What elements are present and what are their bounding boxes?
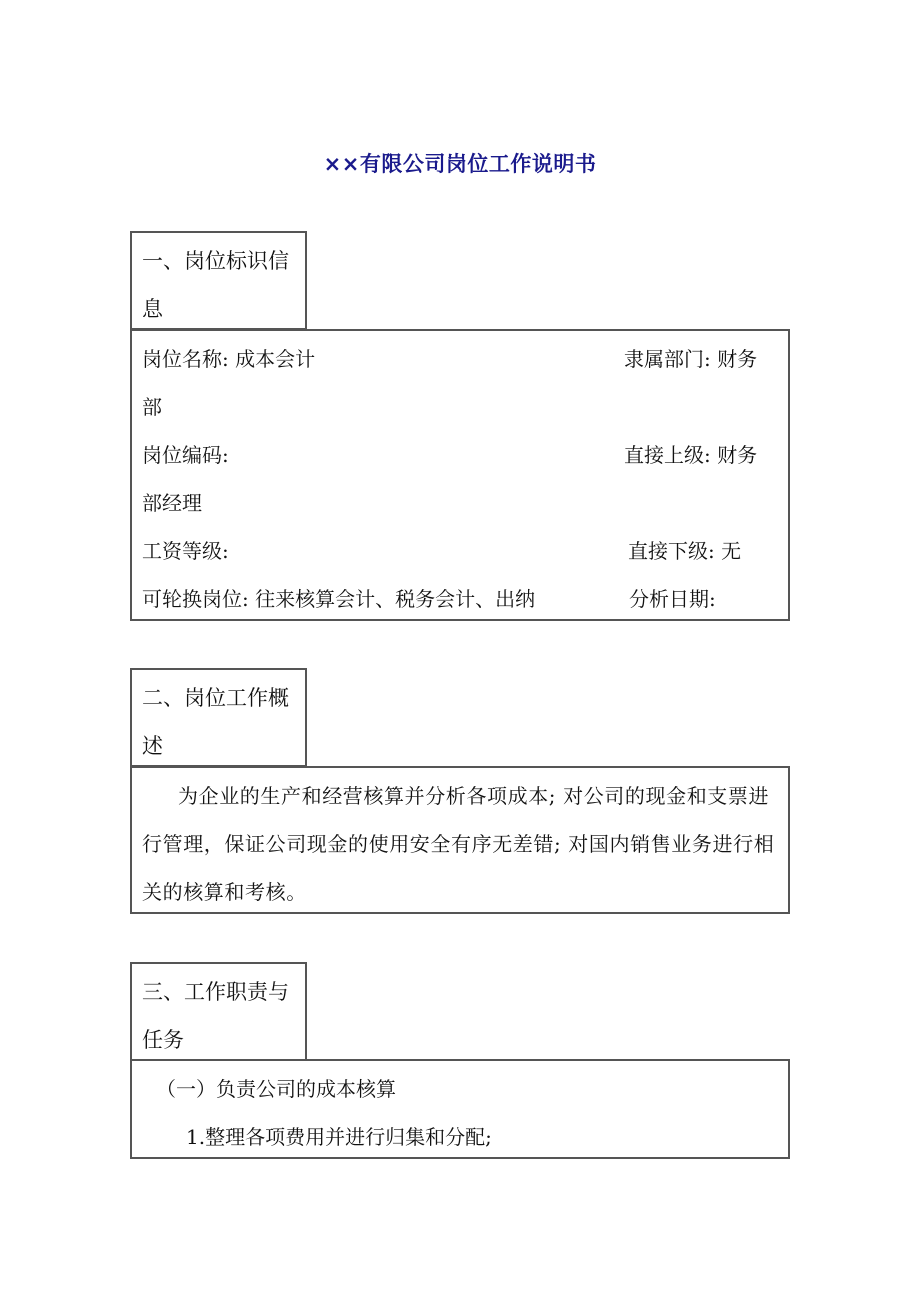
duty-item-1-sub-1: 1.整理各项费用并进行归集和分配; (186, 1125, 492, 1149)
section2-body (130, 766, 790, 914)
duty-item-1: （一）负责公司的成本核算 (156, 1077, 396, 1101)
direct-superior-label: 直接上级: 财务 (624, 443, 758, 467)
analysis-date-label: 分析日期: (629, 587, 716, 611)
rotation-positions-label: 可轮换岗位: 往来核算会计、税务会计、出纳 (142, 587, 536, 611)
section1-header-line1: 一、岗位标识信 (142, 249, 289, 273)
section3-header-line2: 任务 (142, 1028, 184, 1052)
department-value-cont: 部 (142, 395, 162, 419)
section2-header-line2: 述 (142, 734, 163, 758)
section3-header (130, 962, 307, 1061)
direct-subordinate-label: 直接下级: 无 (628, 539, 742, 563)
page-title: ××有限公司岗位工作说明书 (323, 152, 597, 176)
section1-body (130, 329, 790, 621)
section2-header (130, 668, 307, 767)
section2-header-line1: 二、岗位工作概 (142, 686, 289, 710)
section3-body (130, 1059, 790, 1159)
job-name-label: 岗位名称: 成本会计 (142, 347, 316, 371)
job-summary: 为企业的生产和经营核算并分析各项成本; 对公司的现金和支票进行管理，保证公司现金的使用安全有序无差错; 对国内销售业务进行相关的核算和考核。 (142, 784, 775, 904)
job-code-label: 岗位编码: (142, 443, 229, 467)
section3-header-line1: 三、工作职责与 (142, 980, 289, 1004)
section1-header-line2: 息 (142, 297, 163, 321)
salary-grade-label: 工资等级: (142, 539, 229, 563)
direct-superior-value-cont: 部经理 (142, 491, 202, 515)
department-label: 隶属部门: 财务 (624, 347, 758, 371)
section1-header (130, 231, 307, 330)
